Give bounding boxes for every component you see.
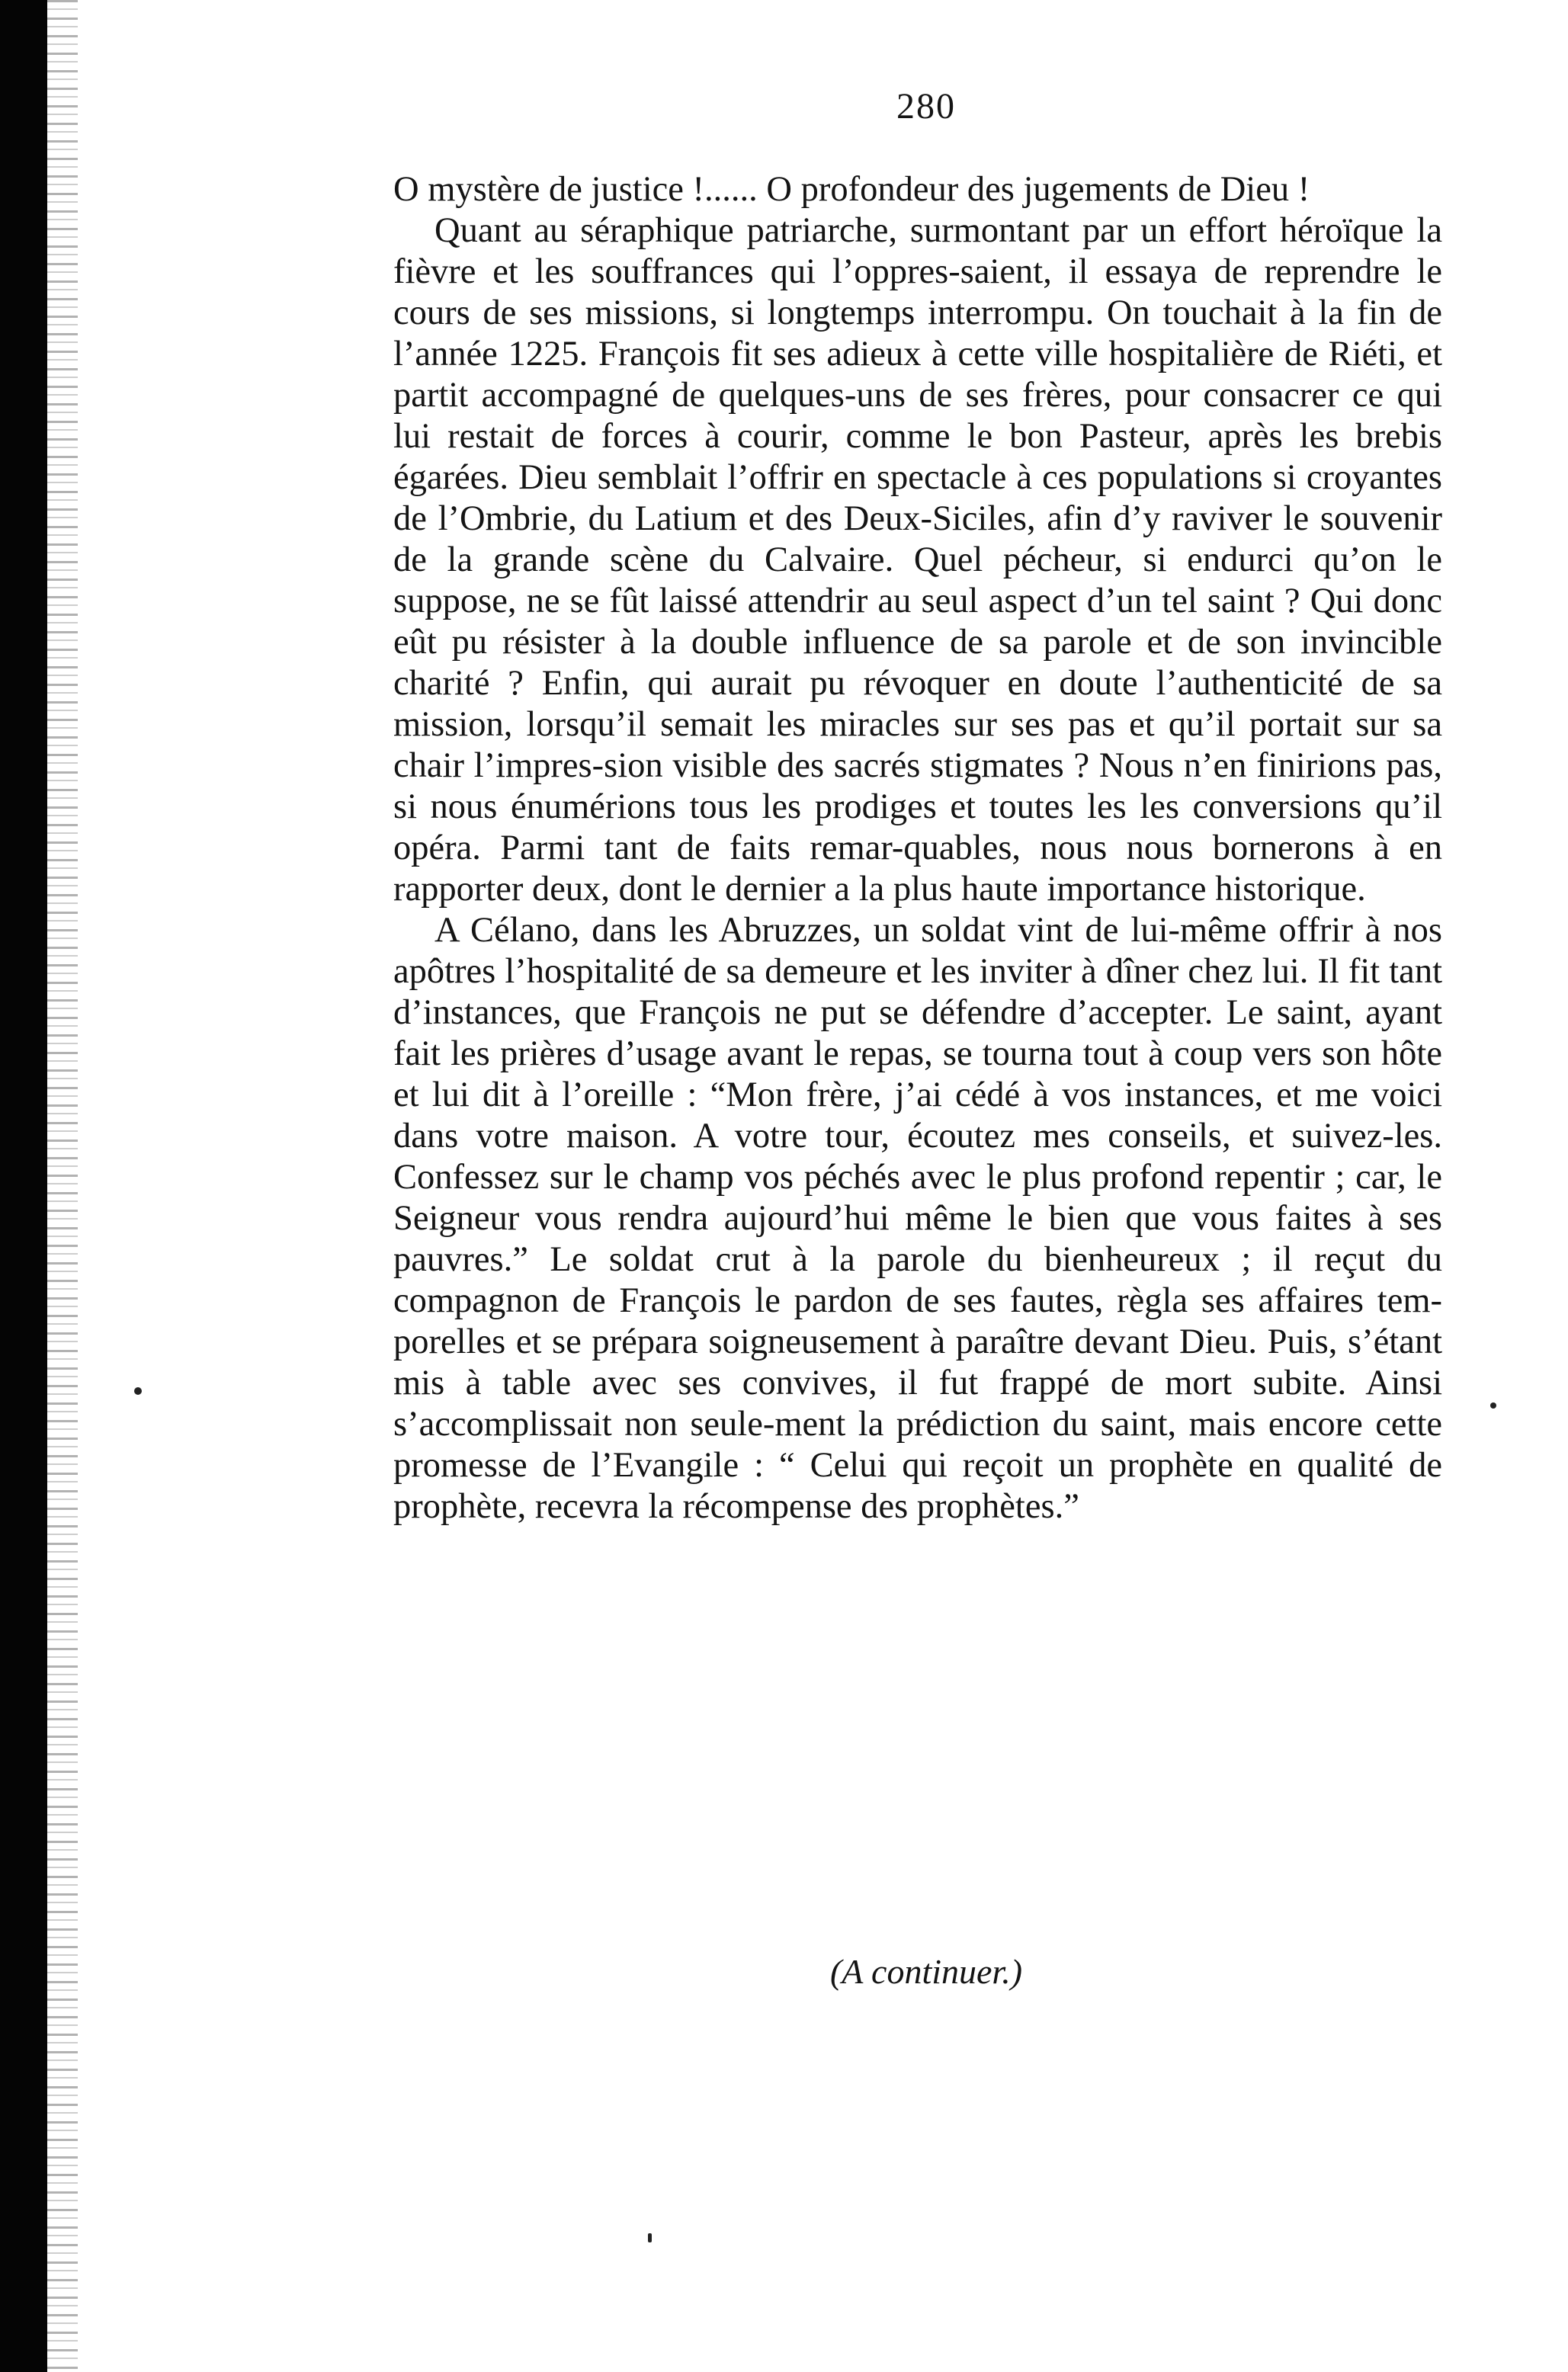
scan-speck	[134, 1387, 142, 1395]
scan-noise-strip	[47, 0, 78, 2372]
page-number: 280	[896, 86, 956, 127]
paragraph: O mystère de justice !...... O profondeur des jugements de Dieu !	[393, 170, 1310, 209]
paragraph: A Célano, dans les Abruzzes, un soldat vint de lui-même offrir à nos apôtres l’hospitalité de sa demeure et les inviter à dîner chez lui. Il fit tant d’instances, que François ne put se défendre d’accepter. Le saint, ayant fait les prières d’usage avant le repas, se tourna tout à coup vers son hôte et lui dit à l’oreille : “Mon frère, j’ai cédé à vos instances, et me voici dans votre maison. A votre tour, écoutez mes conseils, et suivez-les. Confessez sur le champ vos péchés avec le plus profond repentir ; car, le Seigneur vous rendra aujourd’hui même le bien que vous faites à ses pauvres.” Le soldat crut à la parole du bienheureux ; il reçut du compagnon de François le pardon de ses fautes, règla ses affaires tem-porelles et se prépara soigneusement à paraître devant Dieu. Puis, s’étant mis à table avec ses convives, il fut frappé de mort subite. Ainsi s’accomplissait non seule-ment la prédiction du saint, mais encore cette promesse de l’Evangile : “ Celui qui reçoit un prophète en qualité de prophète, recevra la récompense des prophètes.”	[393, 911, 1442, 1526]
body-text	[393, 169, 1442, 1527]
continuation-note: (A continuer.)	[829, 1952, 1023, 1991]
scan-speck	[1490, 1402, 1496, 1409]
paragraph: Quant au séraphique patriarche, surmontant par un effort héroïque la fièvre et les souffrances qui l’oppres-saient, il essaya de reprendre le cours de ses missions, si longtemps interrompu. On touchait à la fin de l’année 1225. François fit ses adieux à cette ville hospitalière de Riéti, et partit accompagné de quelques-uns de ses frères, pour consacrer ce qui lui restait de forces à courir, comme le bon Pasteur, après les brebis égarées. Dieu semblait l’offrir en spectacle à ces populations si croyantes de l’Ombrie, du Latium et des Deux-Siciles, afin d’y raviver le souvenir de la grande scène du Calvaire. Quel pécheur, si endurci qu’on le suppose, ne se fût laissé attendrir au seul aspect d’un tel saint ? Qui donc eût pu résister à la double influence de sa parole et de son invincible charité ? Enfin, qui aurait pu révoquer en doute l’authenticité de sa mission, lorsqu’il semait les miracles sur ses pas et qu’il portait sur sa chair l’impres-sion visible des sacrés stigmates ? Nous n’en finirions pas, si nous énumérions tous les prodiges et toutes les les conversions qu’il opéra. Parmi tant de faits remar-quables, nous nous bornerons à en rapporter deux, dont le dernier a la plus haute importance historique.	[393, 211, 1442, 909]
scanned-binding-edge	[0, 0, 47, 2372]
scan-speck	[648, 2233, 652, 2242]
